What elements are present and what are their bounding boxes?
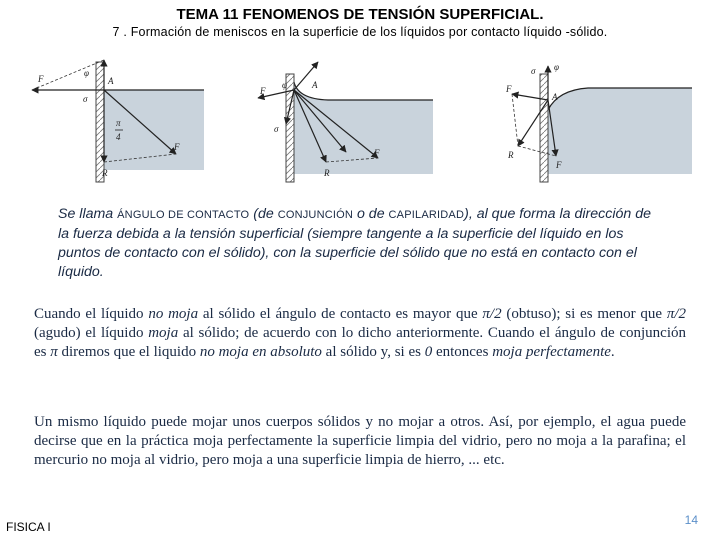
dashed-construction bbox=[512, 94, 518, 146]
course-label: FISICA I bbox=[6, 520, 51, 534]
page-title: TEMA 11 FENOMENOS DE TENSIÓN SUPERFICIAL. bbox=[176, 6, 544, 23]
definition-paragraph bbox=[58, 205, 660, 282]
label-f: F bbox=[506, 84, 512, 94]
label-f-resultant: F bbox=[374, 148, 380, 158]
meniscus-figures bbox=[28, 54, 692, 194]
emphasis: no moja bbox=[148, 306, 199, 322]
examples-paragraph: Un mismo líquido puede mojar unos cuerpos sólidos y no mojar a otros. Así, por ejemplo, el agua puede decirse que en la práctica moja perfectamente la superficie limpia del vidrio, pero no moja a la parafina; el mercurio no moja al vidrio, pero moja a una superficie limpia de hierro, ... etc. bbox=[34, 414, 686, 468]
page-subtitle: 7 . Formación de meniscos en la superficie de los líquidos por contacto líquido -sólido. bbox=[112, 25, 608, 39]
text-span: o de bbox=[353, 206, 389, 222]
label-r: R bbox=[508, 150, 514, 160]
emphasis: moja perfectamente bbox=[492, 344, 611, 360]
label-f-resultant: F bbox=[174, 142, 180, 152]
text-span: al sólido el ángulo de contacto es mayor que bbox=[198, 306, 483, 322]
figure-contact-angle-right bbox=[32, 60, 204, 182]
text-span: al sólido; de acuerdo con lo dicho anteriormente. Cuando el ángulo de conjunción es bbox=[34, 325, 686, 360]
text-span: Cuando el líquido bbox=[34, 306, 149, 322]
emphasis: 0 bbox=[424, 344, 433, 360]
text-span: (obtuso); si es menor que bbox=[501, 306, 667, 322]
term-capillarity: CAPILARIDAD bbox=[388, 209, 465, 221]
term-contact-angle: ÁNGULO DE CONTACTO bbox=[117, 209, 250, 221]
label-f: F bbox=[38, 74, 44, 84]
figure-contact-angle-obtuse bbox=[505, 62, 692, 182]
label-phi: φ bbox=[554, 62, 559, 72]
emphasis: π/2 bbox=[482, 306, 502, 322]
label-r: R bbox=[102, 168, 108, 178]
label-four: 4 bbox=[116, 132, 121, 142]
label-sigma: σ bbox=[83, 94, 88, 104]
text-span: (de bbox=[249, 206, 278, 222]
label-f-resultant: F bbox=[556, 160, 562, 170]
emphasis: moja bbox=[148, 325, 179, 341]
label-f: F bbox=[260, 86, 266, 96]
label-sigma: σ bbox=[274, 124, 279, 134]
solid-wall bbox=[96, 62, 104, 182]
solid-wall bbox=[540, 74, 548, 182]
wetting-paragraph bbox=[34, 305, 686, 362]
label-r: R bbox=[324, 168, 330, 178]
figure-contact-angle-acute bbox=[258, 62, 433, 182]
label-pi: π bbox=[116, 118, 121, 128]
liquid-region bbox=[294, 82, 433, 174]
text-span: Se llama bbox=[58, 206, 118, 222]
text-span: entonces bbox=[432, 344, 493, 360]
label-a: A bbox=[312, 80, 318, 90]
text-span: (agudo) el líquido bbox=[34, 325, 149, 341]
text-span: ), al que forma la dirección de la fuerza debida a la tensión superficial (siempre tangente a la superficie del líquido en los puntos de contacto con el sólido), con la superficie del sólido que no está en contacto con el líquido. bbox=[58, 206, 651, 280]
text-span: . bbox=[610, 344, 615, 360]
emphasis: π/2 bbox=[666, 306, 687, 322]
label-sigma: σ bbox=[531, 66, 536, 76]
label-phi: φ bbox=[84, 68, 89, 78]
emphasis: π bbox=[50, 344, 58, 360]
label-a: A bbox=[108, 76, 114, 86]
term-conjunction: CONJUNCIÓN bbox=[277, 209, 354, 221]
text-span: diremos que el liquido bbox=[57, 344, 200, 360]
text-span: al sólido y, si es bbox=[321, 344, 425, 360]
liquid-region bbox=[548, 88, 692, 174]
page-number: 14 bbox=[684, 513, 698, 527]
label-phi: φ bbox=[282, 80, 287, 90]
emphasis: no moja en absoluto bbox=[199, 344, 322, 360]
label-a: A bbox=[552, 92, 558, 102]
